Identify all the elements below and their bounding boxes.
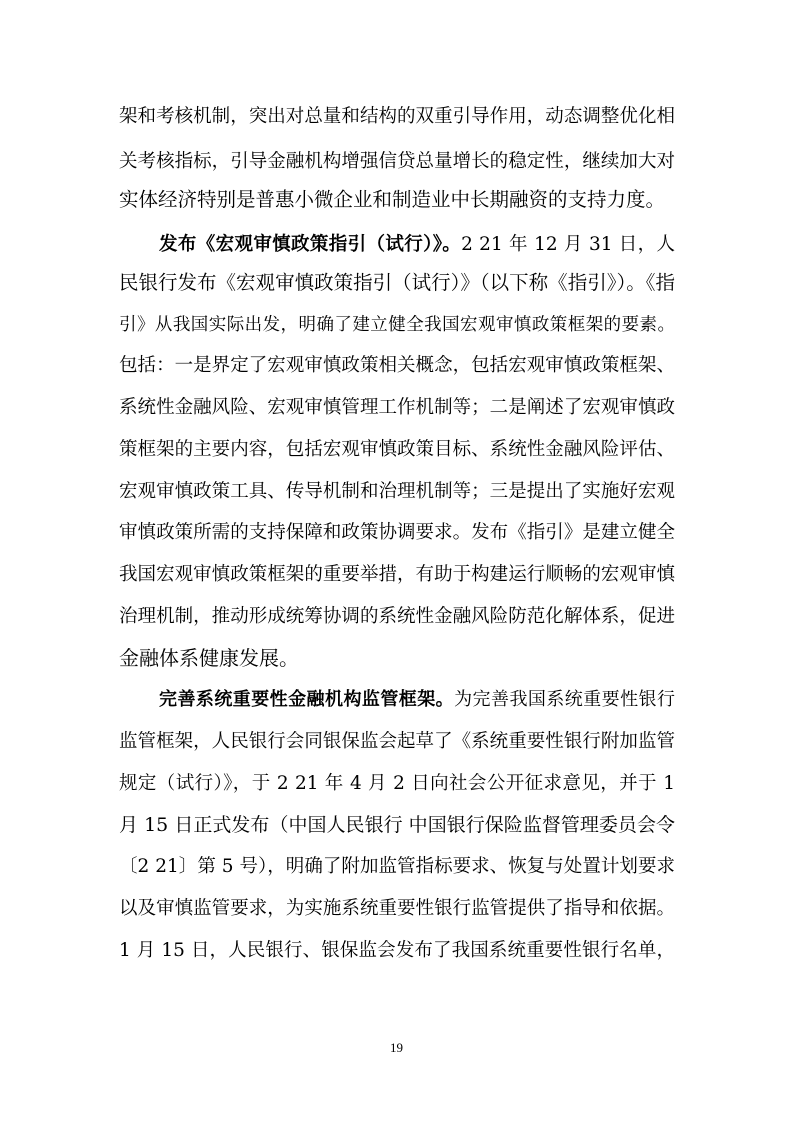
paragraph-line: 审慎政策所需的支持保障和政策协调要求。发布《指引》是建立健全 xyxy=(119,522,675,543)
paragraph-line: 引》从我国实际出发，明确了建立健全我国宏观审慎政策框架的要素。 xyxy=(119,315,675,335)
paragraph-line: 规定（试行）》，于 2 21 年 4 月 2 日向社会公开征求意见，并于 1 xyxy=(119,773,675,794)
paragraph-line: 金融体系健康发展。 xyxy=(119,646,299,670)
paragraph-line: 1 月 15 日，人民银行、银保监会发布了我国系统重要性银行名单， xyxy=(119,940,675,961)
paragraph-line xyxy=(159,686,675,714)
paragraph-text: 为完善我国系统重要性银行 xyxy=(454,689,675,710)
paragraph-line: 宏观审慎政策工具、传导机制和治理机制等；三是提出了实施好宏观 xyxy=(119,481,675,502)
heading-macroprudential-guideline: 发布《宏观审慎政策指引（试行）》。 xyxy=(159,234,462,255)
paragraph-line xyxy=(159,231,675,259)
paragraph-line: 实体经济特别是普惠小微企业和制造业中长期融资的支持力度。 xyxy=(119,188,666,211)
paragraph-line: 治理机制，推动形成统筹协调的系统性金融风险防范化解体系，促进 xyxy=(119,606,675,627)
paragraph-text: 2 21 年 12 月 31 日，人 xyxy=(461,234,675,255)
paragraph-line: 包括：一是界定了宏观审慎政策相关概念，包括宏观审慎政策框架、 xyxy=(119,355,675,376)
paragraph-line: 〔2 21〕第 5 号），明确了附加监管指标要求、恢复与处置计划要求 xyxy=(119,856,675,877)
paragraph-line: 我国宏观审慎政策框架的重要举措，有助于构建运行顺畅的宏观审慎 xyxy=(119,564,675,585)
paragraph-line: 以及审慎监管要求，为实施系统重要性银行监管提供了指导和依据。 xyxy=(119,898,675,919)
paragraph-line: 关考核指标，引导金融机构增强信贷总量增长的稳定性，继续加大对 xyxy=(119,151,675,172)
paragraph-line: 策框架的主要内容，包括宏观审慎政策目标、系统性金融风险评估、 xyxy=(119,439,675,460)
paragraph-line: 月 15 日正式发布（中国人民银行 中国银行保险监督管理委员会令 xyxy=(119,814,675,836)
heading-sifi-framework: 完善系统重要性金融机构监管框架。 xyxy=(159,689,455,710)
paragraph-line: 系统性金融风险、宏观审慎管理工作机制等；二是阐述了宏观审慎政 xyxy=(119,397,675,418)
page-number: 19 xyxy=(390,1040,403,1055)
paragraph-line: 监管框架，人民银行会同银保监会起草了《系统重要性银行附加监管 xyxy=(119,731,675,752)
paragraph-line: 架和考核机制，突出对总量和结构的双重引导作用，动态调整优化相 xyxy=(119,106,675,127)
paragraph-line: 民银行发布《宏观审慎政策指引（试行）》（以下称《指引》）。《指 xyxy=(119,271,675,294)
